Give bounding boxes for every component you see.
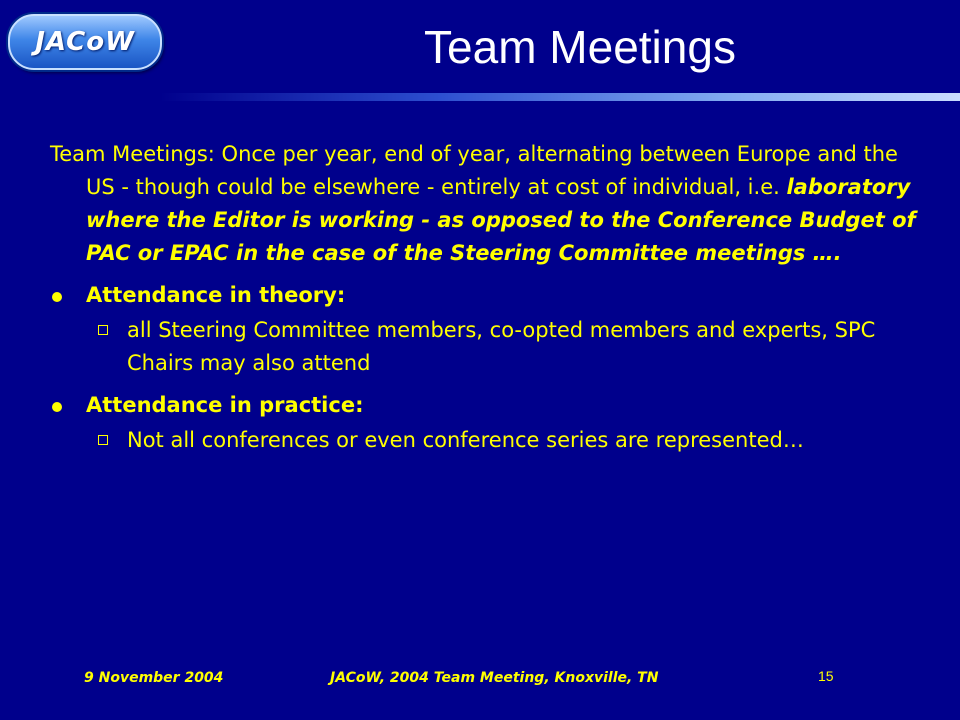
logo-text: JACoW [35, 27, 135, 57]
sub-bullet-text: all Steering Committee members, co-opted members and experts, SPC Chairs may also attend [127, 318, 876, 375]
bullet-label: Attendance in practice: [86, 393, 364, 417]
bullet-dot-icon [52, 292, 62, 302]
slide-body [50, 138, 920, 457]
footer-event: JACoW, 2004 Team Meeting, Knoxville, TN [330, 670, 659, 686]
square-bullet-icon [98, 325, 108, 335]
square-bullet-icon [98, 435, 108, 445]
sub-bullet-text: Not all conferences or even conference series are represented… [127, 428, 804, 452]
slide-title: Team Meetings [424, 21, 736, 73]
sub-bullet-practice [50, 424, 920, 457]
bullet-dot-icon [52, 402, 62, 412]
title-underline-bar [160, 93, 960, 101]
footer-date: 9 November 2004 [84, 670, 224, 686]
intro-emphasis-text: laboratory where the Editor is working - as opposed to the Conference Budget of PAC or EPAC in the case of the Steering Committee meetings …. [86, 175, 916, 265]
sub-bullet-theory [50, 314, 920, 380]
jacow-logo [8, 14, 162, 70]
bullet-attendance-theory [50, 279, 920, 312]
intro-plain-text: Team Meetings: Once per year, end of year, alternating between Europe and the US - though could be elsewhere - entirely at cost of individual, i.e. [50, 142, 898, 199]
bullet-attendance-practice [50, 389, 920, 422]
bullet-label: Attendance in theory: [86, 283, 346, 307]
page-number: 15 [818, 668, 834, 684]
intro-paragraph [50, 138, 920, 270]
